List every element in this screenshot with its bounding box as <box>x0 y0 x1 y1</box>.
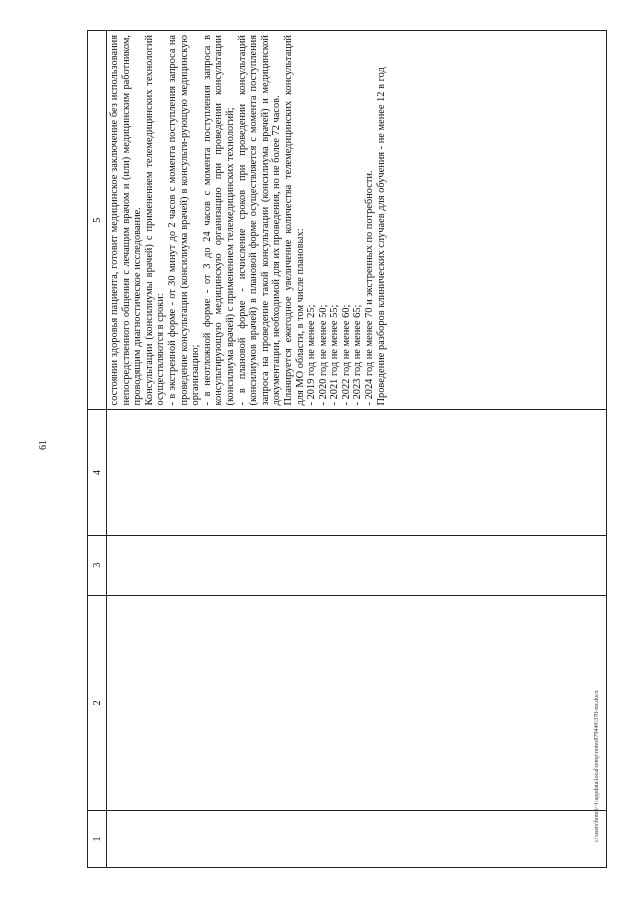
paragraph: состоянии здоровья пациента, готовит медицинское заключение без использования непосредственного общения с лечащим врачом и (или) медицинским работником, проводящим диагностическое исследование. <box>109 35 144 406</box>
header-col-4: 4 <box>88 410 107 535</box>
list-item: - 2020 год не менее 50; <box>317 304 329 406</box>
cell-col-1 <box>107 810 607 867</box>
paragraph: - в экстренной форме - от 30 минут до 2 часов с момента поступления запроса на проведение консультации (консилиума врачей) в консульти-рующую медицинскую организацию; <box>166 35 202 406</box>
content-table <box>87 30 607 868</box>
paragraph: - в плановой форме - исчисление сроков при проведении консультаций (консилиумов врачей) в плановой форме осуществляется с момента поступления запроса на проведение такой консультации (консилиума врачей) и медицинской документации, необходимой для их проведения, но не более 72 часов. <box>236 35 283 406</box>
rotated-table-wrapper <box>87 30 607 868</box>
header-col-2: 2 <box>88 595 107 810</box>
list-item: - 2021 год не менее 55; <box>329 304 341 406</box>
cell-col-3 <box>107 535 607 595</box>
header-col-5: 5 <box>88 31 107 410</box>
list-item: - 2023 год не менее 65; <box>352 304 364 406</box>
list-item: - 2019 год не менее 25; <box>306 304 318 406</box>
paragraph: Проведение разборов клинических случаев для обучения - не менее 12 в год <box>375 67 387 406</box>
paragraph: - в неотложной форме - от 3 до 24 часов с момента поступления запроса в консультирующую медицинскую организацию при проведении консультации (консилиума врачей) с применением телемедицинских технологий; <box>201 35 236 406</box>
footer-file-path: c:\users\bondi~1\appdata\local\temp\notes879440\370-пп.docx <box>594 690 600 842</box>
page-number: 61 <box>38 440 49 450</box>
table-row <box>107 31 607 868</box>
paragraph: Консультации (консилиумы врачей) с применением телемедицинских технологий осуществляются в сроки: <box>143 35 167 406</box>
paragraph: Планируется ежегодное увеличение количества телемедицинских консультаций для МО области, в том числе плановых: <box>282 35 306 406</box>
header-col-1: 1 <box>88 810 107 867</box>
list-item: - 2022 год не менее 60; <box>340 304 352 406</box>
list-item: - 2024 год не менее 70 и экстренных по потребности. <box>364 170 376 406</box>
cell-col-2 <box>107 595 607 810</box>
cell-col-5 <box>107 31 607 410</box>
header-col-3: 3 <box>88 535 107 595</box>
cell-col-4 <box>107 410 607 535</box>
header-row <box>88 31 107 868</box>
